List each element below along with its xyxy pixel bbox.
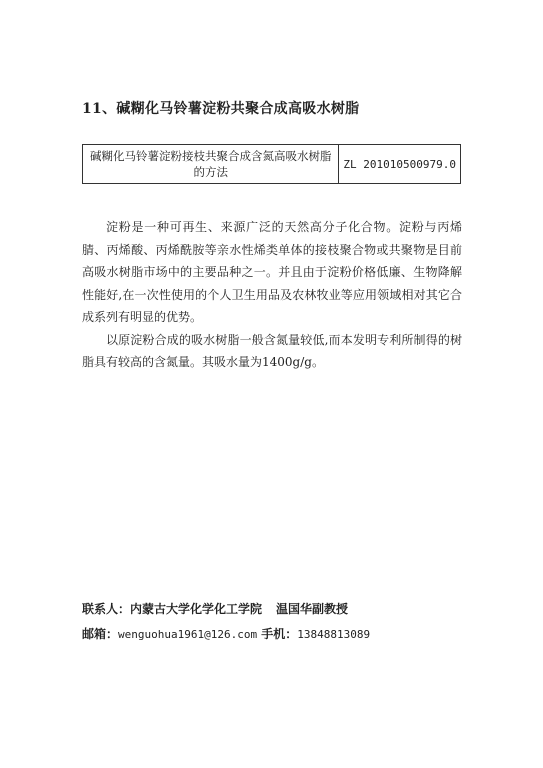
patent-row [83,145,461,184]
patent-title: 碱糊化马铃薯淀粉接枝共聚合成含氮高吸水树脂的方法 [83,145,339,184]
email-address[interactable]: wenguohua1961@126.com [118,628,258,641]
patent-table [82,144,461,184]
contact-person-line [82,597,370,622]
contact-organization: 内蒙古大学化学化工学院 [130,602,263,616]
phone-label: 手机： [261,627,298,641]
contact-person-label: 联系人： [82,602,131,616]
contact-block [82,597,370,647]
section-heading: 11、碱糊化马铃薯淀粉共聚合成高吸水树脂 [82,101,360,117]
contact-info-line [82,622,370,647]
description-paragraph-1: 淀粉是一种可再生、来源广泛的天然高分子化合物。淀粉与丙烯腈、丙烯酸、丙烯酰胺等亲水性烯类单体的接枝聚合物或共聚物是目前高吸水树脂市场中的主要品种之一。并且由于淀粉价格低廉、生物降解性能好,在一次性使用的个人卫生用品及农林牧业等应用领域相对其它合成系列有明显的优势。 [82,220,462,324]
description-paragraph-2: 以原淀粉合成的吸水树脂一般含氮量较低,而本发明专利所制得的树脂具有较高的含氮量。其吸水量为1400g/g。 [82,332,462,369]
phone-number: 13848813089 [297,628,371,641]
patent-number: ZL 201010500979.0 [339,145,461,184]
description-body [82,216,462,374]
contact-person: 温国华副教授 [276,602,349,616]
email-label: 邮箱： [82,627,119,641]
